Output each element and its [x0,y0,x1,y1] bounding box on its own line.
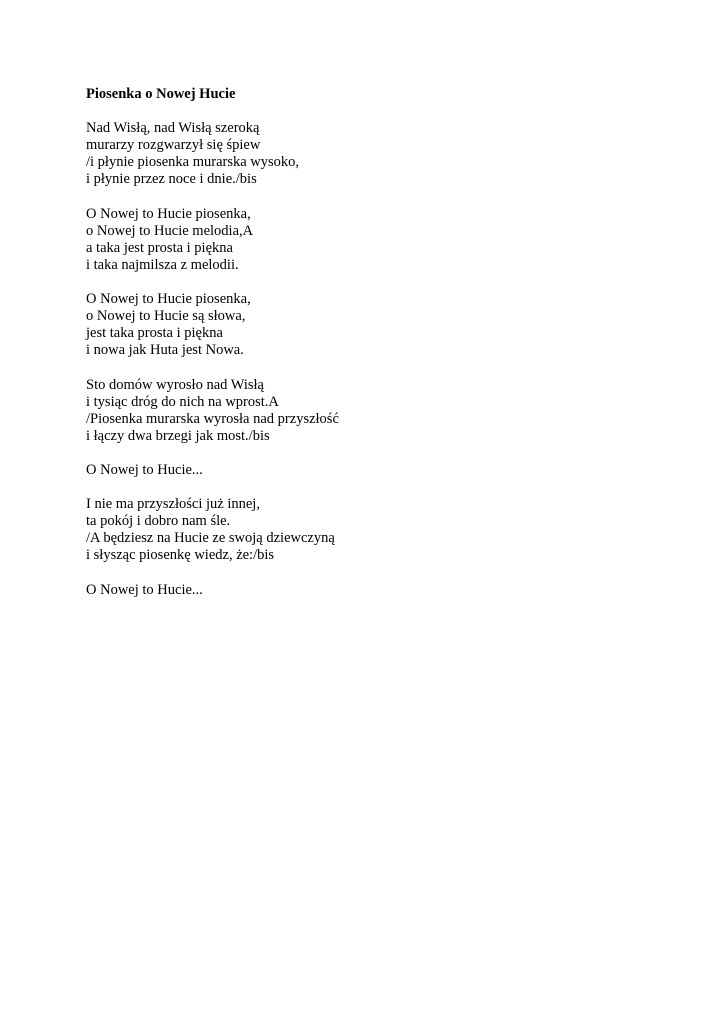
stanza [86,496,686,564]
verse-line: O Nowej to Hucie piosenka, [86,291,251,308]
verse-line: jest taka prosta i piękna [86,325,223,342]
verse-line: i słysząc piosenkę wiedz, że:/bis [86,547,275,564]
verse-line: o Nowej to Hucie melodia,A [86,222,254,239]
document-title: Piosenka o Nowej Hucie [86,86,236,102]
verse-line: Nad Wisłą, nad Wisłą szeroką [86,120,260,137]
verse-line: /i płynie piosenka murarska wysoko, [86,154,300,171]
stanza [86,206,686,274]
verse-line: o Nowej to Hucie są słowa, [86,308,246,325]
verse-line: murarzy rozgwarzył się śpiew [86,137,261,154]
verse-line: i taka najmilsza z melodii. [86,256,239,273]
verse-line: O Nowej to Hucie... [86,581,203,598]
stanza [86,377,686,445]
refrain-reference [86,462,686,479]
verse-line: Sto domów wyrosło nad Wisłą [86,376,264,393]
verse-line: ta pokój i dobro nam śle. [86,513,231,530]
refrain-reference [86,582,686,599]
verse-line: i tysiąc dróg do nich na wprost.A [86,393,279,410]
verse-line: i łączy dwa brzegi jak most./bis [86,427,270,444]
stanza [86,120,686,188]
verse-line: a taka jest prosta i piękna [86,239,233,256]
document-body [86,86,686,616]
verse-line: O Nowej to Hucie... [86,461,203,478]
stanza [86,291,686,359]
verse-line: i nowa jak Huta jest Nowa. [86,342,244,359]
verse-line: /A będziesz na Hucie ze swoją dziewczyną [86,530,335,547]
verse-line: O Nowej to Hucie piosenka, [86,205,251,222]
verse-line: I nie ma przyszłości już innej, [86,496,260,513]
verse-line: /Piosenka murarska wyrosła nad przyszłość [86,410,339,427]
verse-line: i płynie przez noce i dnie./bis [86,171,257,188]
